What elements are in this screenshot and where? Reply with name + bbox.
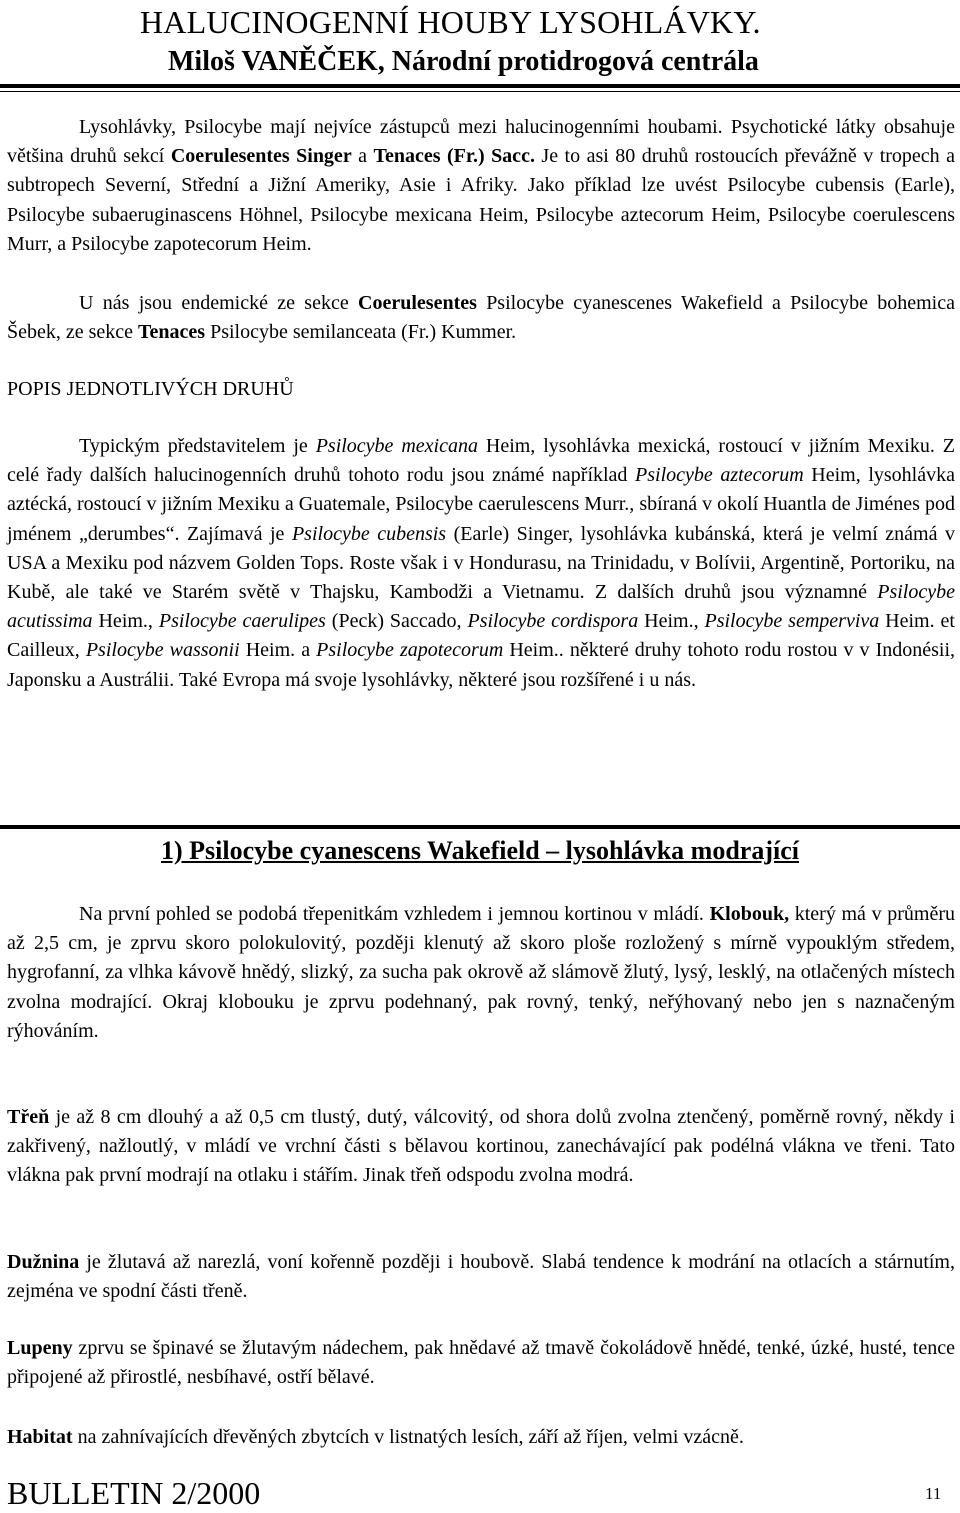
species-paragraph: Typickým představitelem je Psilocybe mexicana Heim, lysohlávka mexická, rostoucí v jižním Mexiku. Z celé řady dalších halucinogenních druhů tohoto rodu jsou známé například Psilocybe aztecorum Heim, lysohlávka aztécká, rostoucí v jižním Mexiku a Guatemale, Psilocybe caerulescens Murr., sbíraná v okolí Huantla de Jiménes pod jménem „derumbes“. Zajímavá je Psilocybe cubensis (Earle) Singer, lysohlávka kubánská, která je velmí známá v USA a Mexiku pod názvem Golden Tops. Roste však i v Hondurasu, na Trinidadu, v Bolívii, Argentině, Portoriku, na Kubě, ale také ve Starém světě v Thajsku, Kambodži a Vietnamu. Z dalších druhů jsou významné Psilocybe acutissima Heim., Psilocybe caerulipes (Peck) Saccado, Psilocybe cordispora Heim., Psilocybe semperviva Heim. et Cailleux, Psilocybe wassonii Heim. a Psilocybe zapotecorum Heim.. některé druhy tohoto rodu rostou v v Indonésii, Japonsku a Austrálii. Také Evropa má svoje lysohlávky, některé jsou rozšířené i u nás.	[7, 435, 955, 691]
gills-paragraph: Lupeny zprvu se špinavé se žlutavým nádechem, pak hnědavé až tmavě čokoládově hnědé, tenké, úzké, husté, tence připojené až přirostlé, nesbíhavé, ostří bělavé.	[7, 1337, 955, 1389]
flesh-paragraph: Dužnina je žlutavá až narezlá, voní kořenně později i houbově. Slabá tendence k modrání na otlacích a stárnutím, zejména ve spodní části třeně.	[7, 1251, 955, 1303]
stem-paragraph: Třeň je až 8 cm dlouhý a až 0,5 cm tlustý, dutý, válcovitý, od shora dolů zvolna ztenčený, poměrně rovný, někdy i zakřivený, nažloutlý, v mládí ve vrchní části s bělavou kortinou, zanechávající pak podélná vlákna ve třeni. Tato vlákna pak první modrají na otlaku i stářím. Jinak třeň odspodu zvolna modrá.	[7, 1106, 955, 1187]
section-rule	[0, 825, 960, 829]
intro-paragraph-2: U nás jsou endemické ze sekce Coerulesentes Psilocybe cyanescenes Wakefield a Psilocybe bohemica Šebek, ze sekce Tenaces Psilocybe semilanceata (Fr.) Kummer.	[7, 292, 955, 344]
document-title: HALUCINOGENNÍ HOUBY LYSOHLÁVKY.	[140, 4, 761, 40]
cap-paragraph: Na první pohled se podobá třepenitkám vzhledem i jemnou kortinou v mládí. Klobouk, který má v průměru až 2,5 cm, je zprvu skoro polokulovitý, později klenutý až skoro ploše rozložený s mírně vypouklým středem, hygrofanní, za vlhka kávově hnědý, slizký, za sucha pak okrově až slámově žlutý, lysý, lesklý, na otlačených místech zvolna modrající. Okraj klobouku je zprvu podehnaný, pak rovný, tenký, neřýhovaný nebo jen s naznačeným rýhováním.	[7, 903, 956, 1042]
flesh-label: Dužnina	[7, 1251, 80, 1273]
page-number: 11	[925, 1484, 942, 1503]
gills-label: Lupeny	[7, 1337, 73, 1359]
header-rule-thick	[0, 84, 960, 88]
habitat-label: Habitat	[7, 1426, 73, 1448]
bulletin-footer: BULLETIN 2/2000	[7, 1475, 261, 1511]
intro-paragraph-1: Lysohlávky, Psilocybe mají nejvíce zástupců mezi halucinogenními houbami. Psychotické látky obsahuje většina druhů sekcí Coerulesentes Singer a Tenaces (Fr.) Sacc. Je to asi 80 druhů rostoucích převážně v tropech a subtropech Severní, Střední a Jižní Ameriky, Asie i Afriky. Jako příklad lze uvést Psilocybe cubensis (Earle), Psilocybe subaeruginascens Höhnel, Psilocybe mexicana Heim, Psilocybe aztecorum Heim, Psilocybe coerulescens Murr, a Psilocybe zapotecorum Heim.	[7, 116, 956, 255]
habitat-paragraph: Habitat na zahnívajících dřevěných zbytcích v listnatých lesích, září až říjen, velmi vzácně.	[7, 1426, 744, 1448]
author-line: Miloš VANĚČEK, Národní protidrogová centrála	[168, 46, 759, 77]
section-heading: POPIS JEDNOTLIVÝCH DRUHŮ	[7, 378, 294, 400]
stem-label: Třeň	[7, 1106, 50, 1128]
header-rule-thin	[0, 91, 960, 92]
cap-label: Klobouk,	[709, 903, 790, 925]
article-heading: 1) Psilocybe cyanescens Wakefield – lysohlávka modrající	[161, 836, 799, 865]
